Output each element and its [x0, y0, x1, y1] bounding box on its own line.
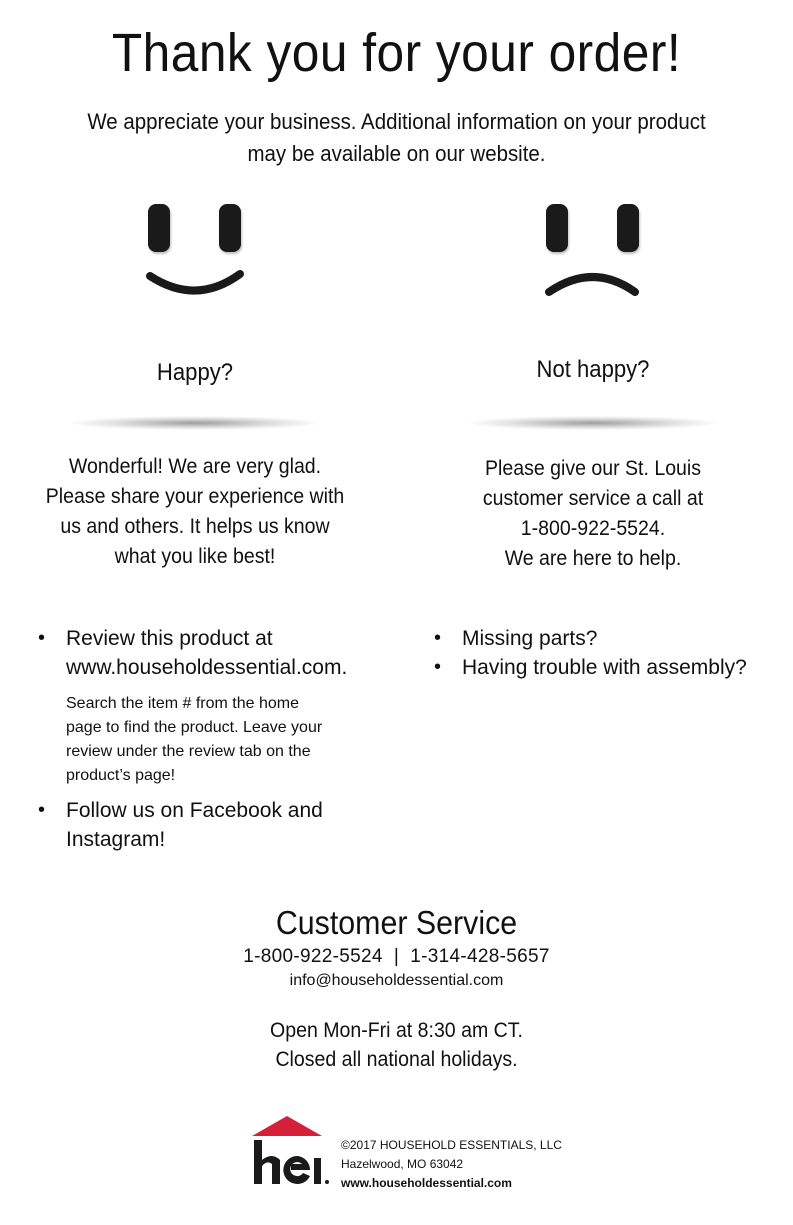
happy-divider-shadow: [70, 416, 320, 430]
happy-message-line: what you like best!: [114, 545, 276, 568]
website-link[interactable]: www.householdessential.com.: [66, 656, 348, 679]
happy-message: [28, 452, 363, 572]
happy-message-line: us and others. It helps us know: [60, 515, 330, 538]
bullet-follow-social: [34, 796, 384, 854]
phone-numbers: 1-800-922-5524 | 1-314-428-5657: [243, 946, 550, 967]
sad-face-icon: [533, 204, 653, 304]
happy-message-line: Wonderful! We are very glad.: [68, 455, 322, 478]
smile-mouth: [136, 204, 256, 304]
subtitle: [56, 106, 738, 170]
email-link[interactable]: info@householdessential.com: [289, 972, 504, 989]
bullet-text: • Follow us on Facebook and: [66, 799, 323, 822]
not-happy-message-line: 1-800-922-5524.: [520, 517, 666, 540]
bullet-missing-parts: • Missing parts?: [430, 624, 790, 653]
note-line: page to find the product. Leave your: [66, 719, 323, 736]
hei-logo-icon: [252, 1116, 330, 1186]
not-happy-message: [426, 454, 761, 574]
happy-bullet-list: [34, 624, 384, 854]
bullet-assembly-trouble: • Having trouble with assembly?: [430, 653, 790, 682]
footer-info: [341, 1136, 562, 1193]
frown-mouth: [533, 204, 653, 304]
not-happy-message-line: Please give our St. Louis: [484, 457, 702, 480]
not-happy-divider-shadow: [468, 416, 718, 430]
note-line: product’s page!: [66, 767, 176, 784]
not-happy-message-line: customer service a call at: [482, 487, 704, 510]
not-happy-message-line: We are here to help.: [504, 547, 682, 570]
search-instructions: [34, 692, 384, 788]
subtitle-line-1: We appreciate your business. Additional information on your product: [87, 109, 706, 134]
note-line: Search the item # from the home: [66, 695, 299, 712]
address-text: Hazelwood, MO 63042: [341, 1157, 464, 1171]
subtitle-line-2: may be available on our website.: [247, 141, 546, 166]
bullet-review-product: [34, 624, 384, 682]
bullet-text: • Review this product at: [66, 627, 273, 650]
happy-label: Happy?: [156, 359, 234, 386]
customer-service-title: Customer Service: [275, 904, 518, 941]
not-happy-bullet-list: [430, 624, 790, 682]
happy-message-line: Please share your experience with: [45, 485, 345, 508]
copyright-text: ©2017 HOUSEHOLD ESSENTIALS, LLC: [341, 1138, 562, 1152]
happy-face-icon: [136, 204, 256, 304]
hours-line: Open Mon-Fri at 8:30 am CT.: [270, 1019, 523, 1042]
note-line: review under the review tab on the: [66, 743, 311, 760]
footer-website-link[interactable]: www.householdessential.com: [341, 1176, 512, 1190]
not-happy-label: Not happy?: [536, 356, 650, 383]
holidays-line: Closed all national holidays.: [275, 1048, 518, 1071]
page-title: Thank you for your order!: [111, 23, 682, 83]
bullet-text: Instagram!: [66, 828, 166, 851]
business-hours: [28, 1016, 765, 1074]
